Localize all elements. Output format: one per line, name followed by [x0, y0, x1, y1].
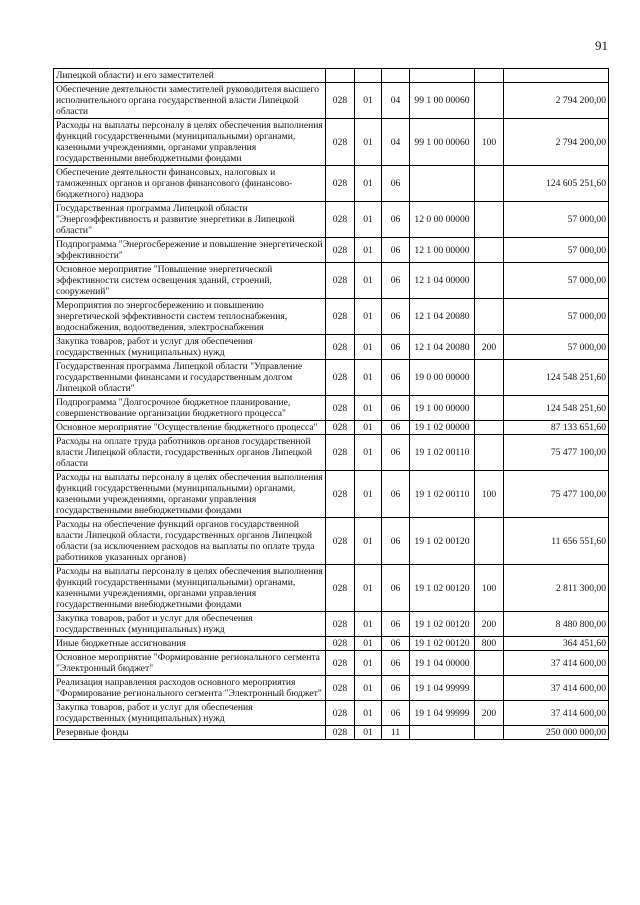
row-name: Расходы на обеспечение функций органов государственной власти Липецкой области, государственных органов Липецкой области (за исключением расходов на выплаты по оплате труда работников указанных органов)	[54, 518, 326, 565]
section-code: 01	[355, 83, 382, 119]
section-code: 01	[355, 166, 382, 202]
ministry-code: 028	[326, 202, 355, 238]
row-name: Основное мероприятие "Формирование регионального сегмента "Электронный бюджет"	[54, 651, 326, 676]
amount: 124 605 251,60	[504, 166, 609, 202]
section-code: 01	[355, 518, 382, 565]
amount: 37 414 600,00	[504, 651, 609, 676]
ministry-code: 028	[326, 238, 355, 263]
expense-type-code	[475, 421, 504, 435]
amount: 124 548 251,60	[504, 396, 609, 421]
ministry-code: 028	[326, 299, 355, 335]
amount: 364 451,60	[504, 637, 609, 651]
row-name: Основное мероприятие "Повышение энергетической эффективности систем освещения зданий, строений, сооружений"	[54, 263, 326, 299]
row-name: Резервные фонды	[54, 726, 326, 740]
row-name: Расходы на выплаты персоналу в целях обеспечения выполнения функций государственными (муниципальными) органами, казенными учреждениями, органами управления государственными внебюджетными фондами	[54, 471, 326, 518]
ministry-code: 028	[326, 726, 355, 740]
amount: 37 414 600,00	[504, 676, 609, 701]
amount: 37 414 600,00	[504, 701, 609, 726]
subsection-code: 11	[382, 726, 410, 740]
amount	[504, 69, 609, 83]
target-article-code: 19 1 02 00120	[410, 565, 475, 612]
table-row	[54, 263, 609, 299]
target-article-code: 19 1 02 00110	[410, 471, 475, 518]
ministry-code: 028	[326, 676, 355, 701]
row-name: Мероприятия по энергосбережению и повышению энергетической эффективности систем теплоснабжения, водоснабжения, водоотведения, электроснабжения	[54, 299, 326, 335]
ministry-code: 028	[326, 518, 355, 565]
section-code: 01	[355, 360, 382, 396]
table-row	[54, 69, 609, 83]
subsection-code: 06	[382, 166, 410, 202]
row-name: Закупка товаров, работ и услуг для обеспечения государственных (муниципальных) нужд	[54, 612, 326, 637]
subsection-code: 04	[382, 119, 410, 166]
expense-type-code	[475, 202, 504, 238]
subsection-code: 06	[382, 565, 410, 612]
target-article-code	[410, 166, 475, 202]
amount: 57 000,00	[504, 202, 609, 238]
target-article-code: 12 1 04 20080	[410, 299, 475, 335]
target-article-code: 12 1 04 00000	[410, 263, 475, 299]
section-code: 01	[355, 612, 382, 637]
target-article-code: 12 1 04 20080	[410, 335, 475, 360]
ministry-code: 028	[326, 651, 355, 676]
section-code: 01	[355, 701, 382, 726]
target-article-code: 19 1 02 00110	[410, 435, 475, 471]
amount: 57 000,00	[504, 263, 609, 299]
row-name: Липецкой области) и его заместителей	[54, 69, 326, 83]
table-row	[54, 435, 609, 471]
section-code: 01	[355, 565, 382, 612]
ministry-code: 028	[326, 565, 355, 612]
subsection-code: 06	[382, 360, 410, 396]
ministry-code: 028	[326, 435, 355, 471]
table-row	[54, 701, 609, 726]
expense-type-code	[475, 726, 504, 740]
target-article-code: 19 1 02 00120	[410, 518, 475, 565]
amount: 2 794 200,00	[504, 83, 609, 119]
table-row	[54, 676, 609, 701]
amount: 75 477 100,00	[504, 471, 609, 518]
row-name: Иные бюджетные ассигнования	[54, 637, 326, 651]
subsection-code: 06	[382, 676, 410, 701]
row-name: Реализация направления расходов основного мероприятия "Формирование регионального сегмента "Электронный бюджет"	[54, 676, 326, 701]
expense-type-code	[475, 396, 504, 421]
subsection-code: 06	[382, 396, 410, 421]
target-article-code: 19 1 02 00120	[410, 637, 475, 651]
expense-type-code: 200	[475, 612, 504, 637]
ministry-code: 028	[326, 119, 355, 166]
section-code: 01	[355, 435, 382, 471]
section-code: 01	[355, 238, 382, 263]
expense-type-code	[475, 83, 504, 119]
row-name: Расходы на оплате труда работников органов государственной власти Липецкой области, государственных органов Липецкой области	[54, 435, 326, 471]
section-code: 01	[355, 471, 382, 518]
ministry-code: 028	[326, 612, 355, 637]
target-article-code: 12 1 00 00000	[410, 238, 475, 263]
expense-type-code	[475, 238, 504, 263]
row-name: Государственная программа Липецкой области "Управление государственными финансами и государственным долгом Липецкой области"	[54, 360, 326, 396]
section-code: 01	[355, 119, 382, 166]
ministry-code: 028	[326, 637, 355, 651]
row-name: Подпрограмма "Долгосрочное бюджетное планирование, совершенствование организации бюджетного процесса"	[54, 396, 326, 421]
table-row	[54, 119, 609, 166]
table-row	[54, 335, 609, 360]
expense-type-code	[475, 166, 504, 202]
amount: 87 133 651,60	[504, 421, 609, 435]
section-code	[355, 69, 382, 83]
amount: 75 477 100,00	[504, 435, 609, 471]
amount: 2 794 200,00	[504, 119, 609, 166]
table-row	[54, 518, 609, 565]
ministry-code	[326, 69, 355, 83]
amount: 8 480 800,00	[504, 612, 609, 637]
ministry-code: 028	[326, 360, 355, 396]
section-code: 01	[355, 637, 382, 651]
target-article-code: 19 1 04 99999	[410, 676, 475, 701]
subsection-code: 06	[382, 612, 410, 637]
amount: 2 811 300,00	[504, 565, 609, 612]
subsection-code: 06	[382, 238, 410, 263]
target-article-code: 19 1 02 00120	[410, 612, 475, 637]
target-article-code: 99 1 00 00060	[410, 83, 475, 119]
table-row	[54, 612, 609, 637]
section-code: 01	[355, 421, 382, 435]
ministry-code: 028	[326, 421, 355, 435]
subsection-code: 06	[382, 299, 410, 335]
table-row	[54, 299, 609, 335]
table-row	[54, 726, 609, 740]
ministry-code: 028	[326, 701, 355, 726]
target-article-code: 19 1 02 00000	[410, 421, 475, 435]
section-code: 01	[355, 263, 382, 299]
target-article-code: 99 1 00 00060	[410, 119, 475, 166]
expense-type-code: 800	[475, 637, 504, 651]
table-row	[54, 421, 609, 435]
amount: 250 000 000,00	[504, 726, 609, 740]
row-name: Закупка товаров, работ и услуг для обеспечения государственных (муниципальных) нужд	[54, 701, 326, 726]
section-code: 01	[355, 651, 382, 676]
subsection-code: 06	[382, 263, 410, 299]
amount: 57 000,00	[504, 238, 609, 263]
ministry-code: 028	[326, 263, 355, 299]
expense-type-code	[475, 299, 504, 335]
table-row	[54, 471, 609, 518]
ministry-code: 028	[326, 83, 355, 119]
subsection-code: 06	[382, 651, 410, 676]
expense-type-code: 100	[475, 565, 504, 612]
target-article-code	[410, 726, 475, 740]
table-row	[54, 565, 609, 612]
section-code: 01	[355, 299, 382, 335]
expense-type-code: 200	[475, 701, 504, 726]
section-code: 01	[355, 676, 382, 701]
row-name: Расходы на выплаты персоналу в целях обеспечения выполнения функций государственными (муниципальными) органами, казенными учреждениями, органами управления государственными внебюджетными фондами	[54, 119, 326, 166]
table-row	[54, 396, 609, 421]
ministry-code: 028	[326, 471, 355, 518]
expense-type-code	[475, 435, 504, 471]
table-row	[54, 166, 609, 202]
budget-table	[53, 68, 609, 740]
expense-type-code: 100	[475, 471, 504, 518]
section-code: 01	[355, 396, 382, 421]
subsection-code: 06	[382, 421, 410, 435]
subsection-code	[382, 69, 410, 83]
table-row	[54, 637, 609, 651]
expense-type-code	[475, 263, 504, 299]
subsection-code: 06	[382, 435, 410, 471]
row-name: Государственная программа Липецкой области "Энергоэффективность и развитие энергетики в Липецкой области"	[54, 202, 326, 238]
target-article-code: 19 1 00 00000	[410, 396, 475, 421]
target-article-code: 19 0 00 00000	[410, 360, 475, 396]
expense-type-code	[475, 676, 504, 701]
expense-type-code	[475, 518, 504, 565]
section-code: 01	[355, 202, 382, 238]
section-code: 01	[355, 335, 382, 360]
subsection-code: 06	[382, 518, 410, 565]
target-article-code: 12 0 00 00000	[410, 202, 475, 238]
row-name: Подпрограмма "Энергосбережение и повышение энергетической эффективности"	[54, 238, 326, 263]
ministry-code: 028	[326, 396, 355, 421]
target-article-code	[410, 69, 475, 83]
ministry-code: 028	[326, 166, 355, 202]
amount: 57 000,00	[504, 335, 609, 360]
target-article-code: 19 1 04 99999	[410, 701, 475, 726]
expense-type-code: 200	[475, 335, 504, 360]
expense-type-code: 100	[475, 119, 504, 166]
row-name: Расходы на выплаты персоналу в целях обеспечения выполнения функций государственными (муниципальными) органами, казенными учреждениями, органами управления государственными внебюджетными фондами	[54, 565, 326, 612]
table-row	[54, 83, 609, 119]
expense-type-code	[475, 69, 504, 83]
target-article-code: 19 1 04 00000	[410, 651, 475, 676]
subsection-code: 04	[382, 83, 410, 119]
subsection-code: 06	[382, 637, 410, 651]
table-row	[54, 651, 609, 676]
amount: 57 000,00	[504, 299, 609, 335]
expense-type-code	[475, 360, 504, 396]
subsection-code: 06	[382, 471, 410, 518]
row-name: Основное мероприятие "Осуществление бюджетного процесса"	[54, 421, 326, 435]
row-name: Обеспечение деятельности заместителей руководителя высшего исполнительного органа государственной власти Липецкой области	[54, 83, 326, 119]
section-code: 01	[355, 726, 382, 740]
row-name: Обеспечение деятельности финансовых, налоговых и таможенных органов и органов финансового (финансово-бюджетного) надзора	[54, 166, 326, 202]
subsection-code: 06	[382, 701, 410, 726]
table-row	[54, 202, 609, 238]
ministry-code: 028	[326, 335, 355, 360]
amount: 11 656 551,60	[504, 518, 609, 565]
amount: 124 548 251,60	[504, 360, 609, 396]
subsection-code: 06	[382, 202, 410, 238]
expense-type-code	[475, 651, 504, 676]
table-row	[54, 238, 609, 263]
table-row	[54, 360, 609, 396]
row-name: Закупка товаров, работ и услуг для обеспечения государственных (муниципальных) нужд	[54, 335, 326, 360]
page-number: 91	[595, 38, 608, 53]
subsection-code: 06	[382, 335, 410, 360]
